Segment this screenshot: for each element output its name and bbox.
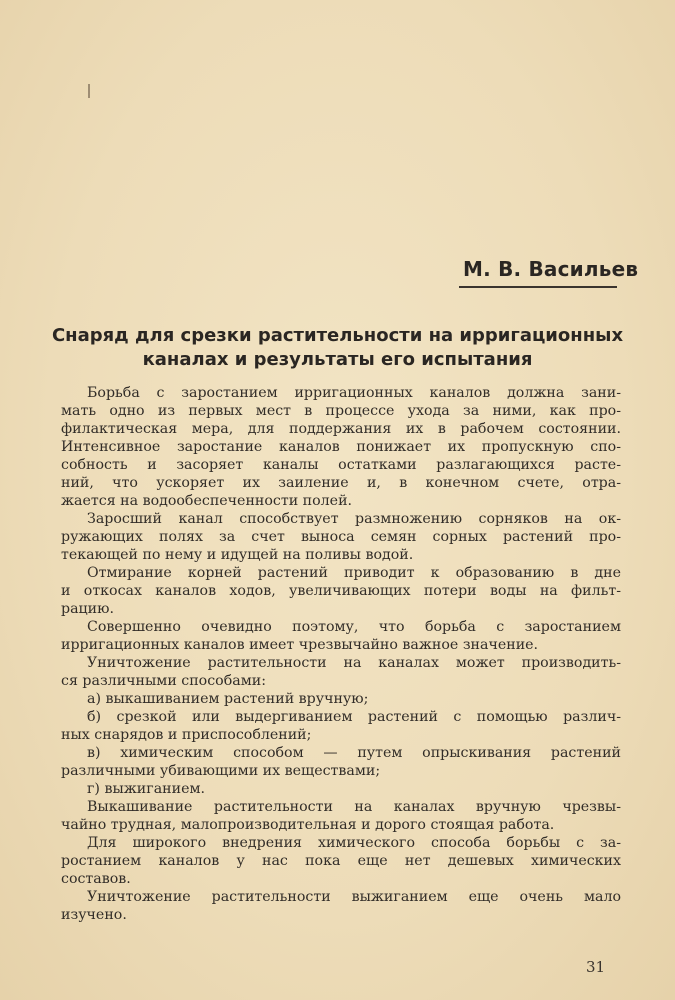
body-line: б) срезкой или выдергиванием растений с помощью различ- <box>87 709 621 725</box>
body-line: ся различными способами: <box>61 673 266 689</box>
author-name: М. В. Васильев <box>463 257 639 281</box>
body-line: ных снарядов и приспособлений; <box>61 727 312 743</box>
body-line: различными убивающими их веществами; <box>61 763 381 779</box>
body-line: Отмирание корней растений приводит к образованию в дне <box>87 565 621 581</box>
body-line: изучено. <box>61 907 127 923</box>
author-underline <box>459 286 617 288</box>
body-line: составов. <box>61 871 131 887</box>
body-line: филактическая мера, для поддержания их в рабочем состоянии. <box>61 421 621 437</box>
body-line: мать одно из первых мест в процессе ухода за ними, как про- <box>61 403 621 419</box>
body-line: чайно трудная, малопроизводительная и дорого стоящая работа. <box>61 817 555 833</box>
body-line: ружающих полях за счет выноса семян сорных растений про- <box>61 529 621 545</box>
body-line: собность и засоряет каналы остатками разлагающихся расте- <box>61 457 621 473</box>
body-line: в) химическим способом — путем опрыскивания растений <box>87 745 621 761</box>
paper-speck <box>88 84 90 98</box>
body-line: Интенсивное заростание каналов понижает их пропускную спо- <box>61 439 621 455</box>
body-line: текающей по нему и идущей на поливы водой. <box>61 547 414 563</box>
body-line: Для широкого внедрения химического способа борьбы с за- <box>87 835 621 851</box>
article-body <box>61 384 621 924</box>
body-line: ний, что ускоряет их заиление и, в конечном счете, отра- <box>61 475 621 491</box>
body-line: Заросший канал способствует размножению сорняков на ок- <box>87 511 621 527</box>
body-line: Борьба с заростанием ирригационных каналов должна зани- <box>87 385 621 401</box>
body-line: ирригационных каналов имеет чрезвычайно важное значение. <box>61 637 539 653</box>
body-line: Выкашивание растительности на каналах вручную чрезвы- <box>87 799 621 815</box>
body-line: Совершенно очевидно поэтому, что борьба с заростанием <box>87 619 621 635</box>
body-line: Уничтожение растительности на каналах может производить- <box>87 655 621 671</box>
body-line: г) выжиганием. <box>87 781 206 797</box>
body-line: рацию. <box>61 601 114 617</box>
article-title <box>40 324 635 372</box>
body-line: и откосах каналов ходов, увеличивающих потери воды на фильт- <box>61 583 621 599</box>
body-line: ростанием каналов у нас пока еще нет дешевых химических <box>61 853 621 869</box>
title-line: каналах и результаты его испытания <box>142 349 533 370</box>
body-line: Уничтожение растительности выжиганием еще очень мало <box>87 889 621 905</box>
body-line: а) выкашиванием растений вручную; <box>87 691 369 707</box>
body-line: жается на водообеспеченности полей. <box>61 493 353 509</box>
page-number: 31 <box>586 958 606 976</box>
title-line: Снаряд для срезки растительности на ирригационных <box>51 325 624 346</box>
